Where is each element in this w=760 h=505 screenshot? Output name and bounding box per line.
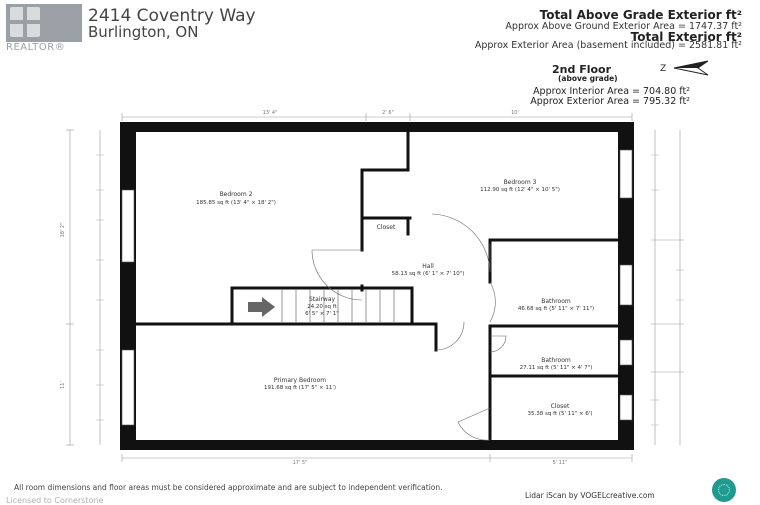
bedroom2-name: Bedroom 2 [219, 191, 253, 198]
bedroom3-name: Bedroom 3 [503, 179, 537, 186]
bathroom1-area: 46.68 sq ft (5' 11" × 7' 11") [517, 306, 595, 312]
closet2-name: Closet [550, 403, 570, 410]
primary-bedroom-area: 191.68 sq ft (17' 5" × 11') [263, 385, 337, 391]
floor-subtitle: (above grade) [558, 74, 618, 83]
disclaimer: All room dimensions and floor areas must be considered approximate and are subject to independent verification. [14, 483, 443, 492]
lidar-credit: Lidar iScan by VOGELcreative.com [525, 491, 655, 500]
closet2-area: 35.38 sq ft (5' 11" × 6') [527, 411, 593, 417]
total-above-title: Total Above Grade Exterior ft² [539, 8, 742, 22]
dim-top-mid: 2' 6" [382, 110, 394, 116]
stairway-dims: 6' 5" × 7' 1" [305, 311, 339, 317]
closet1-name: Closet [376, 224, 396, 231]
stair-arrow-icon [248, 297, 275, 317]
dim-left-top: 18' 2" [60, 222, 66, 238]
north-label: Z [660, 64, 667, 74]
bathroom2-name: Bathroom [541, 357, 571, 364]
dim-top-left: 13' 4" [262, 110, 278, 116]
total-above-line: Approx Above Ground Exterior Area = 1747.37 ft² [505, 21, 742, 32]
primary-bedroom-name: Primary Bedroom [273, 377, 327, 384]
dim-left-bottom: 11' [60, 381, 66, 389]
total-exterior-title: Total Exterior ft² [630, 30, 742, 44]
door-swings [312, 214, 506, 440]
bathroom2-area: 27.11 sq ft (5' 11" × 4' 7") [519, 365, 593, 371]
address-line1: 2414 Coventry Way [88, 6, 256, 26]
licensed-label: Licensed to Cornerstone [6, 496, 104, 505]
hall-area: 58.13 sq ft (6' 1" × 7' 10") [391, 271, 465, 277]
floor-title: 2nd Floor [552, 63, 612, 76]
bedroom3-area: 112.90 sq ft (12' 4" × 10' 5") [480, 187, 560, 193]
realtor-label: REALTOR® [6, 42, 66, 53]
bathroom1-name: Bathroom [541, 298, 571, 305]
dimension-ticks [96, 155, 684, 425]
total-exterior-line: Approx Exterior Area (basement included) = 2581.81 ft² [474, 40, 742, 51]
vogel-logo-icon [712, 478, 736, 502]
stairway-treads [282, 290, 394, 322]
bedroom2-area: 185.85 sq ft (13' 4" × 18' 2") [196, 200, 276, 206]
interior-walls [136, 132, 618, 440]
hall-name: Hall [422, 263, 434, 270]
stairway-name: Stairway [308, 296, 336, 303]
exterior-area: Approx Exterior Area = 795.32 ft² [530, 96, 690, 107]
interior-area: Approx Interior Area = 704.80 ft² [533, 86, 690, 97]
dim-bottom-right: 5' 11" [552, 460, 568, 466]
stairway-area: 24.20 sq ft [307, 304, 337, 310]
address-line2: Burlington, ON [88, 23, 199, 41]
dim-top-right: 10' [511, 110, 519, 116]
dim-bottom-left: 17' 5" [292, 460, 308, 466]
